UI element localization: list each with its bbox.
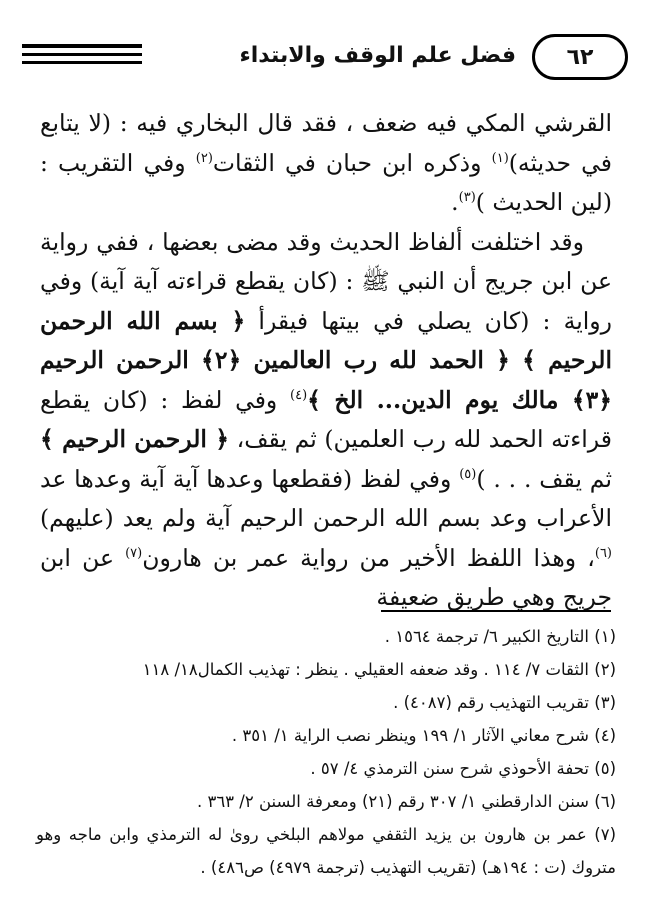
footnote-ref-2[interactable]: (٢)	[195, 150, 213, 166]
paragraph-1: القرشي المكي فيه ضعف ، فقد قال البخاري فيه : (لا يتابع في حديثه)$^{(١)}$ وذكره ابن حبان في الثقات$^{(٢)}$ وفي التقريب : (لين الحديث )$^{(٣)}$.	[40, 109, 612, 216]
footnote-ref-3[interactable]: (٣)	[458, 190, 476, 206]
page-header	[22, 28, 628, 86]
footnote-4: (٤) شرح معاني الآثار ١/ ١٩٩ وينظر نصب الراية ١/ ٣٥١ .	[231, 726, 616, 745]
paragraph-2: وقد اختلفت ألفاظ الحديث وقد مضى بعضها ، ففي رواية عن ابن جريج أن النبي ﷺ : (كان يقطع قراءته آية آية) وفي رواية : (كان يصلي في بيتها فيقرأ ﴿ بسم الله الرحمن الرحيم ﴾ ﴿ الحمد لله رب العالمين ﴿٢﴾ الرحمن الرحيم ﴿٣﴾ مالك يوم الدين... الخ ﴾$^{(٤)}$ وفي لفظ : (كان يقطع قراءته الحمد لله رب العلمين) ثم يقف، ﴿ الرحمن الرحيم ﴾ ثم يقف . . . )$^{(٥)}$ وفي لفظ (فقطعها وعدها آية آية وعدها عد الأعراب وعد بسم الله الرحمن الرحيم آية ولم يعد (عليهم)$^{(٦)}$، وهذا اللفظ الأخير من رواية عمر بن هارون$^{(٧)}$ عن ابن جريج وهي طريق ضعيفة	[40, 227, 613, 611]
footnote-5: (٥) تحفة الأحوذي شرح سنن الترمذي ٤/ ٥٧ .	[310, 759, 616, 778]
footnote-7: (٧) عمر بن هارون بن يزيد الثقفي مولاهم البلخي روىٰ له الترمذي وابن ماجه وهو متروك (ت : ١٩٤هـ) (تقريب التهذيب (ترجمة ٤٩٧٩) ص٤٨٦) .	[36, 825, 616, 877]
footnotes-list	[36, 620, 616, 884]
book-title: فضل علم الوقف والابتداء	[239, 43, 516, 68]
header-rule-decoration	[22, 44, 142, 69]
quran-verse-2: ﴿ الرحمن الرحيم ﴾	[40, 425, 230, 453]
footnote-ref-4[interactable]: (٤)	[290, 387, 308, 403]
footnote-ref-6[interactable]: (٦)	[594, 545, 612, 561]
footnote-divider	[381, 610, 611, 612]
footnote-6: (٦) سنن الدارقطني ١/ ٣٠٧ رقم (٢١) ومعرفة السنن ٢/ ٣٦٣ .	[196, 792, 616, 811]
main-text	[40, 104, 612, 618]
quran-verse-1: ﴿ بسم الله الرحمن الرحيم ﴾ ﴿ الحمد لله رب العالمين ﴿٢﴾ الرحمن الرحيم ﴿٣﴾ مالك يوم الدين... الخ ﴾	[40, 306, 613, 414]
page-number: ٦٢	[532, 34, 628, 80]
footnote-1: (١) التاريخ الكبير ٦/ ترجمة ١٥٦٤ .	[384, 627, 616, 646]
footnote-ref-1[interactable]: (١)	[491, 150, 509, 166]
footnote-3: (٣) تقريب التهذيب رقم (٤٠٨٧) .	[393, 693, 616, 712]
footnote-ref-5[interactable]: (٥)	[459, 466, 477, 482]
footnote-2: (٢) الثقات ٧/ ١١٤ . وقد ضعفه العقيلي . ينظر : تهذيب الكمال١٨/ ١١٨	[142, 660, 616, 679]
footnote-ref-7[interactable]: (٧)	[125, 545, 143, 561]
